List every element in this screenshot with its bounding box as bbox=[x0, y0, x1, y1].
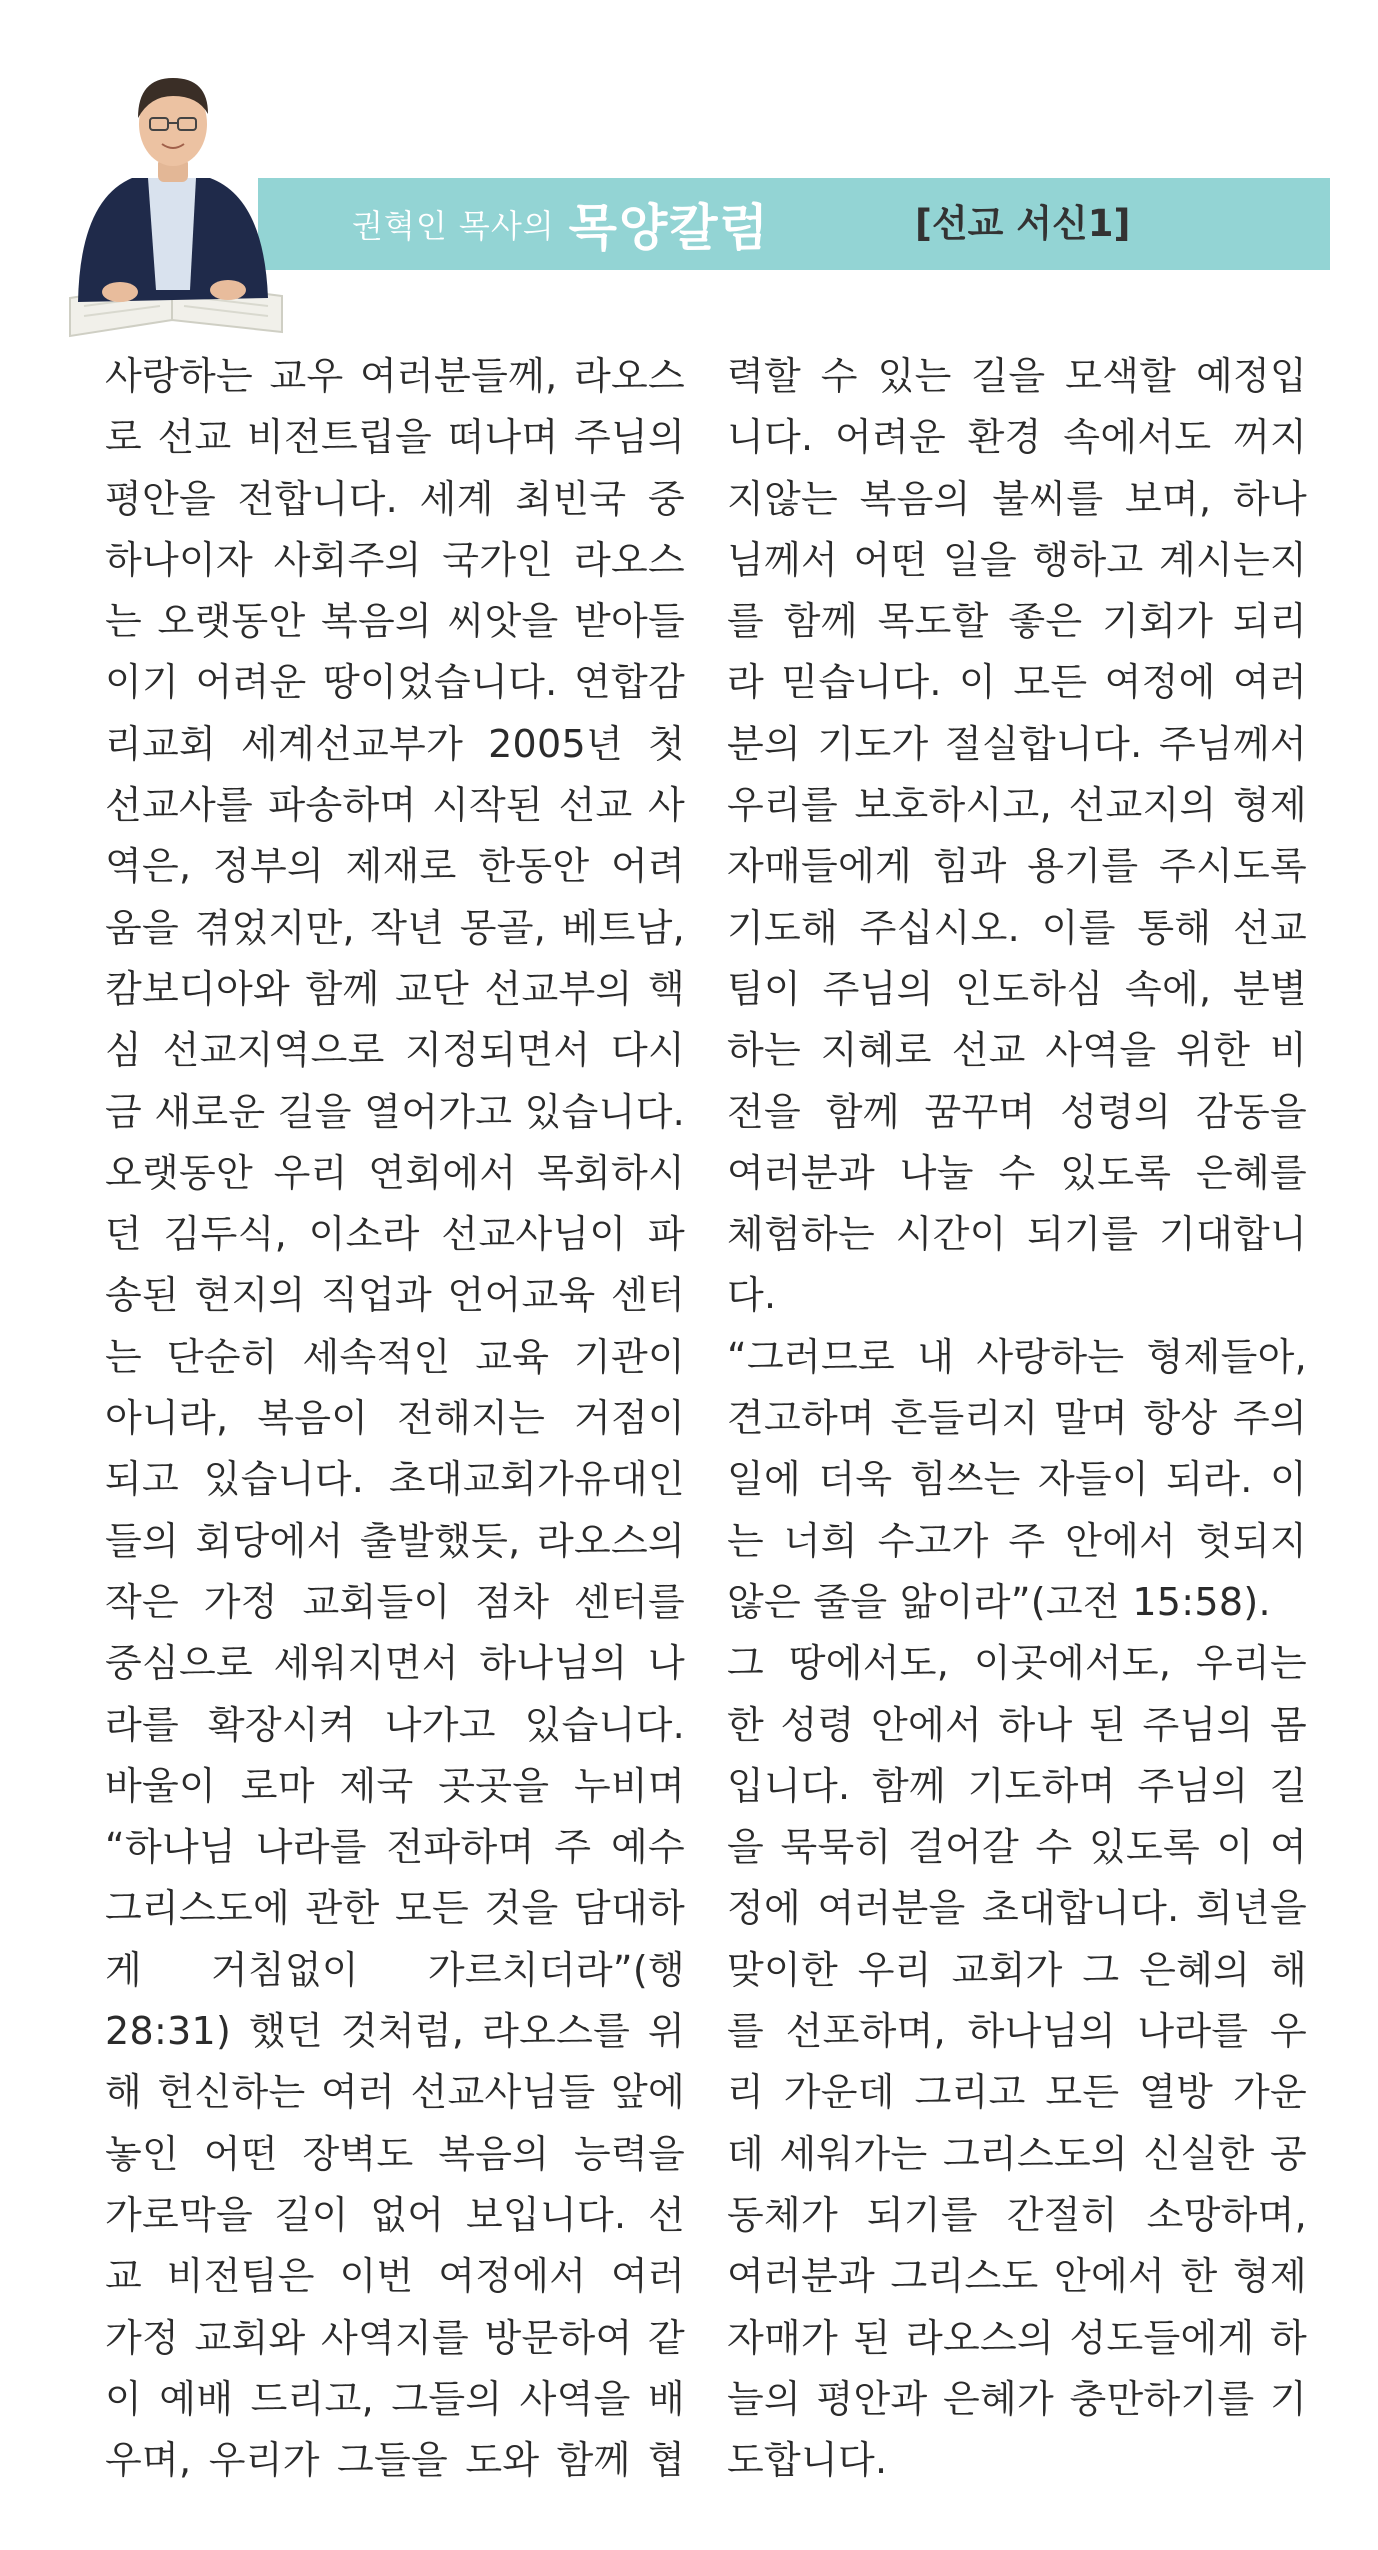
text-line: 금 새로운 길을 열어가고 있습니다. bbox=[105, 1089, 686, 1134]
text-line: 다. bbox=[727, 1273, 777, 1318]
text-line: 기도해 주십시오. 이를 통해 선교 bbox=[727, 905, 1307, 950]
text-line: 입니다. 함께 기도하며 주님의 길 bbox=[727, 1763, 1307, 1808]
author-photo bbox=[60, 40, 290, 340]
text-line: 심 선교지역으로 지정되면서 다시 bbox=[105, 1028, 685, 1073]
article-column-right bbox=[727, 346, 1307, 2491]
column-series-title bbox=[352, 180, 770, 268]
text-line: 놓인 어떤 장벽도 복음의 능력을 bbox=[105, 2131, 685, 2176]
text-line: 도합니다. bbox=[727, 2438, 888, 2483]
text-line: 체험하는 시간이 되기를 기대합니 bbox=[727, 1212, 1307, 1257]
text-line: 그리스도에 관한 모든 것을 담대하 bbox=[105, 1886, 685, 1931]
text-line: 를 선포하며, 하나님의 나라를 우 bbox=[727, 2009, 1307, 2054]
text-line: 되고 있습니다. 초대교회가유대인 bbox=[105, 1457, 685, 1502]
text-line: 를 함께 목도할 좋은 기회가 되리 bbox=[727, 599, 1307, 644]
text-line: 그 땅에서도, 이곳에서도, 우리는 bbox=[727, 1641, 1307, 1686]
text-line: “그러므로 내 사랑하는 형제들아, bbox=[727, 1334, 1307, 1379]
text-line: 자매가 된 라오스의 성도들에게 하 bbox=[727, 2315, 1307, 2360]
text-line: 이기 어려운 땅이었습니다. 연합감 bbox=[105, 660, 685, 705]
text-line: 우며, 우리가 그들을 도와 함께 협 bbox=[105, 2438, 685, 2483]
text-line: 게 거침없이 가르치더라”(행 bbox=[105, 1947, 685, 1992]
text-line: 니다. 어려운 환경 속에서도 꺼지 bbox=[727, 415, 1307, 460]
column-name: 목양칼럼 bbox=[568, 199, 770, 257]
text-line: 전을 함께 꿈꾸며 성령의 감동을 bbox=[727, 1089, 1307, 1134]
text-line: 선교사를 파송하며 시작된 선교 사 bbox=[105, 783, 685, 828]
text-line: 오랫동안 우리 연회에서 목회하시 bbox=[105, 1150, 685, 1195]
text-line: 일에 더욱 힘쓰는 자들이 되라. 이 bbox=[727, 1457, 1307, 1502]
text-line: 이 예배 드리고, 그들의 사역을 배 bbox=[105, 2376, 685, 2421]
text-line: 하나이자 사회주의 국가인 라오스 bbox=[105, 537, 685, 582]
text-line: 역은, 정부의 제재로 한동안 어려 bbox=[105, 844, 685, 889]
text-line: 분의 기도가 절실합니다. 주님께서 bbox=[727, 721, 1307, 766]
text-line: 해 헌신하는 여러 선교사님들 앞에 bbox=[105, 2070, 685, 2115]
text-line: 송된 현지의 직업과 언어교육 센터 bbox=[105, 1273, 685, 1318]
text-line: 아니라, 복음이 전해지는 거점이 bbox=[105, 1396, 685, 1441]
text-line: 않은 줄을 앎이라”(고전 15:58). bbox=[727, 1579, 1271, 1624]
text-line: “하나님 나라를 전파하며 주 예수 bbox=[105, 1825, 685, 1870]
text-line: 맞이한 우리 교회가 그 은혜의 해 bbox=[727, 1947, 1307, 1992]
text-line: 28:31) 했던 것처럼, 라오스를 위 bbox=[105, 2009, 685, 2054]
text-line: 사랑하는 교우 여러분들께, 라오스 bbox=[105, 354, 685, 398]
text-line: 자매들에게 힘과 용기를 주시도록 bbox=[727, 844, 1307, 889]
text-line: 바울이 로마 제국 곳곳을 누비며 bbox=[105, 1763, 685, 1808]
text-line: 작은 가정 교회들이 점차 센터를 bbox=[105, 1579, 685, 1624]
text-line: 지않는 복음의 불씨를 보며, 하나 bbox=[727, 476, 1307, 521]
text-line: 는 오랫동안 복음의 씨앗을 받아들 bbox=[105, 599, 685, 644]
text-line: 라를 확장시켜 나가고 있습니다. bbox=[105, 1702, 685, 1747]
text-line: 력할 수 있는 길을 모색할 예정입 bbox=[727, 354, 1307, 398]
text-line: 님께서 어떤 일을 행하고 계시는지 bbox=[727, 537, 1307, 582]
text-line: 동체가 되기를 간절히 소망하며, bbox=[727, 2192, 1307, 2237]
text-line: 평안을 전합니다. 세계 최빈국 중 bbox=[105, 476, 685, 521]
text-line: 을 묵묵히 걸어갈 수 있도록 이 여 bbox=[727, 1825, 1307, 1870]
author-label: 권혁인 목사의 bbox=[352, 207, 555, 245]
text-line: 는 너희 수고가 주 안에서 헛되지 bbox=[727, 1518, 1307, 1563]
text-line: 들의 회당에서 출발했듯, 라오스의 bbox=[105, 1518, 685, 1563]
text-line: 는 단순히 세속적인 교육 기관이 bbox=[105, 1334, 685, 1379]
text-line: 데 세워가는 그리스도의 신실한 공 bbox=[727, 2131, 1307, 2176]
text-line: 중심으로 세워지면서 하나님의 나 bbox=[105, 1641, 685, 1686]
text-line: 팀이 주님의 인도하심 속에, 분별 bbox=[727, 966, 1307, 1011]
article-column-left bbox=[105, 346, 685, 2491]
text-line: 여러분과 나눌 수 있도록 은혜를 bbox=[727, 1150, 1307, 1195]
text-line: 캄보디아와 함께 교단 선교부의 핵 bbox=[105, 966, 685, 1011]
text-line: 늘의 평안과 은혜가 충만하기를 기 bbox=[727, 2376, 1307, 2421]
text-line: 로 선교 비전트립을 떠나며 주님의 bbox=[105, 415, 685, 460]
text-line: 우리를 보호하시고, 선교지의 형제 bbox=[727, 783, 1307, 828]
text-line: 하는 지혜로 선교 사역을 위한 비 bbox=[727, 1028, 1307, 1073]
text-line: 던 김두식, 이소라 선교사님이 파 bbox=[105, 1212, 685, 1257]
article-tag: [선교 서신1] bbox=[915, 202, 1131, 245]
text-line: 리교회 세계선교부가 2005년 첫 bbox=[105, 721, 685, 766]
text-line: 한 성령 안에서 하나 된 주님의 몸 bbox=[727, 1702, 1307, 1747]
text-line: 리 가운데 그리고 모든 열방 가운 bbox=[727, 2070, 1307, 2115]
text-line: 정에 여러분을 초대합니다. 희년을 bbox=[727, 1886, 1307, 1931]
text-line: 여러분과 그리스도 안에서 한 형제 bbox=[727, 2254, 1307, 2299]
text-line: 교 비전팀은 이번 여정에서 여러 bbox=[105, 2254, 685, 2299]
text-line: 움을 겪었지만, 작년 몽골, 베트남, bbox=[105, 905, 685, 950]
text-line: 가정 교회와 사역지를 방문하여 같 bbox=[105, 2315, 685, 2360]
text-line: 견고하며 흔들리지 말며 항상 주의 bbox=[727, 1396, 1307, 1441]
text-line: 라 믿습니다. 이 모든 여정에 여러 bbox=[727, 660, 1307, 705]
text-line: 가로막을 길이 없어 보입니다. 선 bbox=[105, 2192, 685, 2237]
